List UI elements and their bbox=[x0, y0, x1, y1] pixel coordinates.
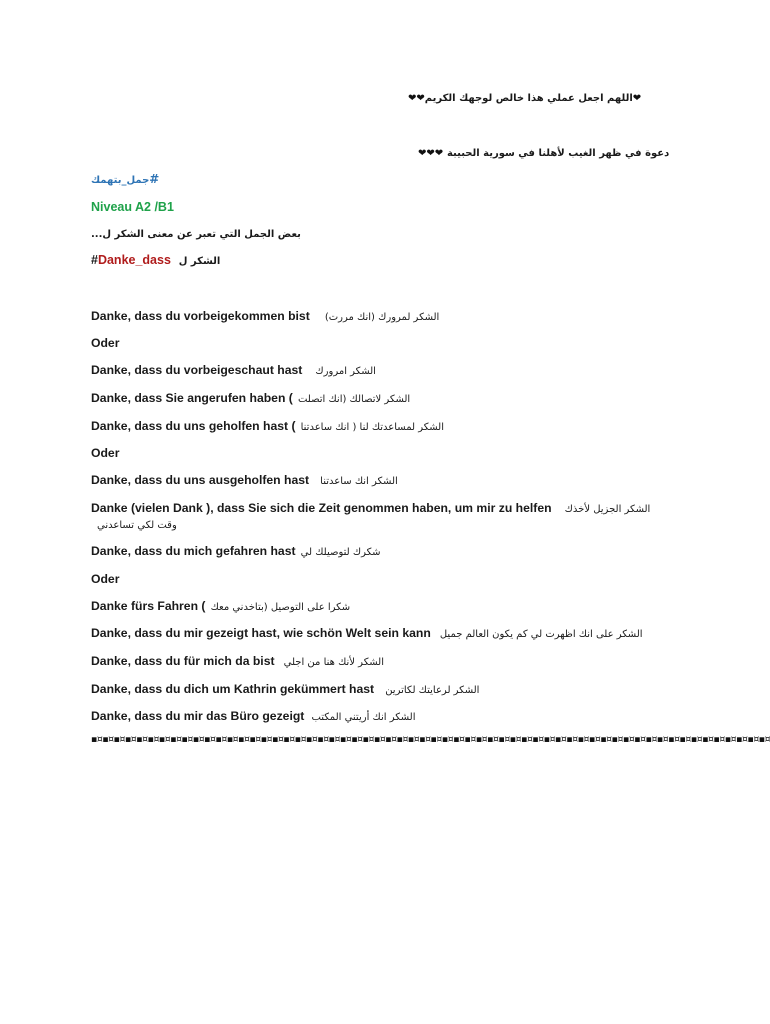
dua-line-1 bbox=[408, 89, 642, 107]
danke-tag-arabic: الشكر ل bbox=[178, 256, 221, 267]
sentence-row bbox=[91, 679, 479, 700]
arabic-translation: الشكر انك ساعدتنا bbox=[320, 476, 398, 487]
german-sentence: Danke, dass du mir das Büro gezeigt bbox=[91, 709, 305, 723]
decorative-separator: ▪¤▪¤▪¤▪¤▪¤▪¤▪¤▪¤▪¤▪¤▪¤▪¤▪¤▪¤▪¤▪¤▪¤▪¤▪¤▪¤▪¤▪¤▪¤▪¤▪¤▪¤▪¤▪¤▪¤▪¤▪¤▪¤▪¤▪¤▪¤▪¤▪¤▪¤▪¤▪¤▪¤▪¤▪¤▪¤▪¤▪¤▪¤▪¤▪¤▪¤▪¤▪¤▪¤▪¤▪¤▪¤▪¤▪¤▪¤▪¤ bbox=[91, 734, 770, 745]
german-sentence: Danke, dass du mir gezeigt hast, wie schön Welt sein kann bbox=[91, 626, 431, 640]
german-sentence: Danke, dass du dich um Kathrin gekümmert hast bbox=[91, 682, 375, 696]
sentence-row bbox=[91, 333, 119, 352]
arabic-translation: شكرك لتوصيلك لي bbox=[300, 547, 381, 558]
intro-line bbox=[91, 225, 301, 243]
arabic-translation: الشكر لرعايتك لكاترين bbox=[385, 685, 480, 696]
german-sentence: Danke, dass Sie angerufen haben ( bbox=[91, 391, 293, 405]
german-sentence: Danke fürs Fahren ( bbox=[91, 599, 206, 613]
oder-label: Oder bbox=[91, 336, 120, 350]
arabic-translation: الشكر لمرورك (انك مررت) bbox=[324, 312, 440, 323]
sentence-row bbox=[91, 596, 350, 617]
sentence-row bbox=[91, 541, 381, 562]
sentence-row bbox=[91, 416, 444, 437]
sentence-row-continuation bbox=[97, 514, 177, 535]
intro-text: بعض الجمل التي تعبر عن معنى الشكر ل... bbox=[91, 229, 301, 240]
german-sentence: Danke, dass du vorbeigeschaut hast bbox=[91, 363, 303, 377]
dua-line-2 bbox=[418, 144, 669, 162]
german-sentence: Danke, dass du für mich da bist bbox=[91, 654, 275, 668]
sentence-row bbox=[91, 306, 439, 327]
level-label: Niveau A2 /B1 bbox=[91, 200, 174, 214]
german-sentence: Danke, dass du mich gefahren hast bbox=[91, 544, 296, 558]
hearts-decoration-left: ❤❤ bbox=[408, 93, 425, 104]
arabic-translation: الشكر لأنك هنا من اجلي bbox=[283, 657, 384, 668]
arabic-translation: الشكر انك أريتني المكتب bbox=[311, 712, 416, 723]
arabic-translation: الشكر لاتصالك (انك اتصلت bbox=[297, 394, 411, 405]
arabic-translation: الشكر لمساعدتك لنا ( انك ساعدتنا bbox=[300, 422, 445, 433]
sentence-row bbox=[91, 623, 643, 644]
hearts-decoration: ❤❤❤ bbox=[418, 148, 444, 159]
oder-label: Oder bbox=[91, 572, 120, 586]
german-sentence: Danke, dass du vorbeigekommen bist bbox=[91, 309, 310, 323]
sentence-row bbox=[91, 360, 376, 381]
arabic-translation: شكرا على التوصيل (بتاخدني معك bbox=[210, 602, 351, 613]
danke-tag-hash: # bbox=[91, 253, 98, 267]
sentence-row bbox=[91, 569, 119, 588]
danke-tag-text: Danke_dass bbox=[97, 253, 171, 267]
arabic-translation: الشكر الجزيل لأخذك bbox=[564, 504, 651, 515]
danke-tag-line bbox=[91, 252, 220, 270]
arabic-translation: الشكر امرورك bbox=[315, 366, 376, 377]
hashtag-line bbox=[91, 171, 159, 189]
sentence-row bbox=[91, 388, 410, 409]
dua-text-2: دعوة في ظهر الغيب لأهلنا في سورية الحبيبة bbox=[446, 148, 670, 159]
sentence-row bbox=[91, 443, 119, 462]
german-sentence: Danke, dass du uns geholfen hast ( bbox=[91, 419, 296, 433]
sentence-row bbox=[91, 651, 384, 672]
sentence-row bbox=[91, 706, 415, 727]
hashtag-symbol: # bbox=[149, 172, 160, 186]
german-sentence: Danke, dass du uns ausgeholfen hast bbox=[91, 473, 310, 487]
german-sentence: Danke (vielen Dank ), dass Sie sich die Zeit genommen haben, um mir zu helfen bbox=[91, 501, 552, 515]
arabic-translation-continued: وقت لكي تساعدني bbox=[97, 520, 177, 531]
oder-label: Oder bbox=[91, 446, 120, 460]
sentence-row bbox=[91, 470, 398, 491]
hearts-decoration-right: ❤ bbox=[632, 93, 642, 104]
hashtag-text: جمل_بتهمك bbox=[91, 175, 150, 186]
arabic-translation: الشكر على انك اظهرت لي كم يكون العالم جميل bbox=[439, 629, 643, 640]
dua-text-1: اللهم اجعل عملي هذا خالص لوجهك الكريم bbox=[424, 93, 633, 104]
